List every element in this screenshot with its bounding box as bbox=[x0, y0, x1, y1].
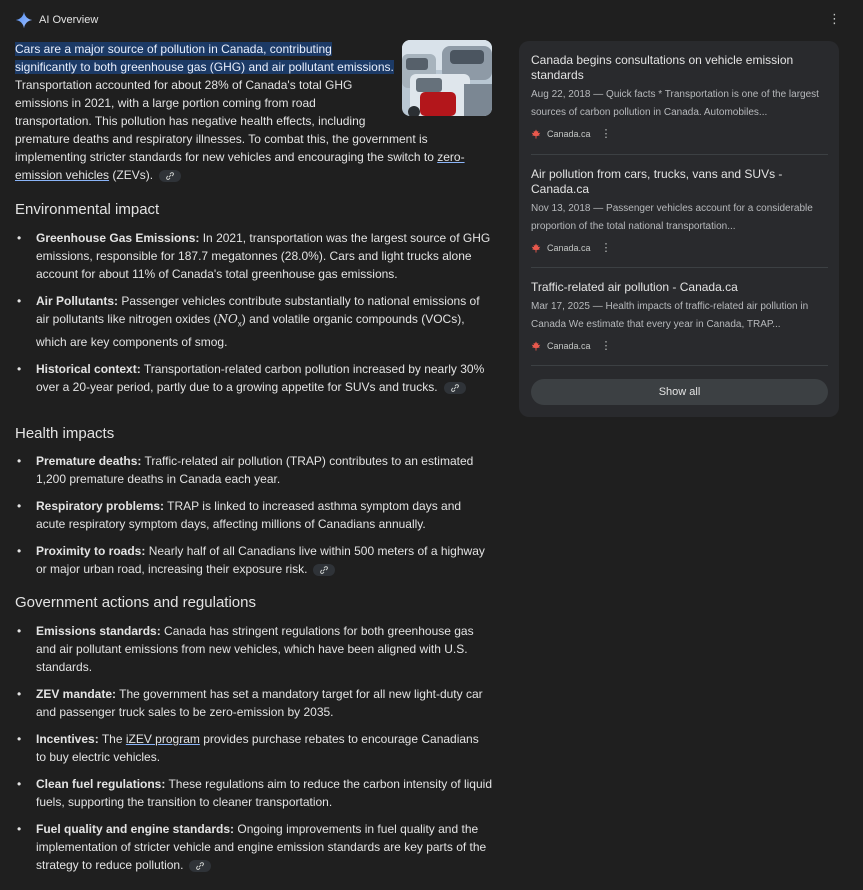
canada-maple-leaf-icon bbox=[531, 243, 541, 253]
source-footer bbox=[531, 127, 828, 140]
source-site: Canada.ca bbox=[547, 242, 591, 253]
citation-link-icon[interactable] bbox=[159, 170, 181, 182]
environmental-list bbox=[15, 229, 492, 405]
izev-program-link[interactable]: iZEV program bbox=[125, 732, 200, 746]
header-title: AI Overview bbox=[39, 14, 99, 26]
source-footer bbox=[531, 339, 828, 352]
citation-link-icon[interactable] bbox=[189, 860, 211, 872]
cars-thumbnail[interactable] bbox=[402, 40, 492, 116]
source-card[interactable] bbox=[531, 53, 828, 140]
ai-overview-header bbox=[15, 10, 98, 30]
highlighted-sentence: Cars are a major source of pollution in Canada, contributing significantly to both greenhouse gas (GHG) and air pollutant emissions. bbox=[15, 42, 394, 74]
sources-panel bbox=[519, 41, 839, 417]
source-title[interactable]: Traffic-related air pollution - Canada.ca bbox=[531, 280, 738, 294]
source-more-icon[interactable]: ⋮ bbox=[600, 340, 612, 352]
list-item: • Fuel quality and engine standards: Ongoing improvements in fuel quality and the implementation of stricter vehicle and engine emission standards are key parts of the strategy to reduce pollution. bbox=[15, 820, 492, 874]
show-all-button[interactable]: Show all bbox=[531, 379, 828, 405]
citation-link-icon[interactable] bbox=[313, 564, 335, 576]
list-item: • Air Pollutants: Passenger vehicles contribute substantially to national emissions of air pollutants like nitrogen oxides $(NO_x)$ and volatile organic compounds (VOCs), which are key components of smog. bbox=[15, 292, 492, 351]
source-snippet: Mar 17, 2025 — Health impacts of traffic-related air pollution in Canada We estimate that every year in Canada, TRAP... bbox=[531, 301, 809, 330]
source-site: Canada.ca bbox=[547, 340, 591, 351]
intro-tail: (ZEVs). bbox=[109, 168, 154, 182]
source-card[interactable] bbox=[531, 167, 828, 254]
list-item: • Historical context: Transportation-related carbon pollution increased by nearly 30% over a 20-year period, partly due to a growing appetite for SUVs and trucks. bbox=[15, 360, 492, 396]
health-list bbox=[15, 452, 492, 587]
canada-maple-leaf-icon bbox=[531, 129, 541, 139]
section-heading-government: Government actions and regulations bbox=[15, 594, 256, 611]
source-site: Canada.ca bbox=[547, 128, 591, 139]
list-item: • Premature deaths: Traffic-related air pollution (TRAP) contributes to an estimated 1,200 premature deaths in Canada each year. bbox=[15, 452, 492, 488]
citation-link-icon[interactable] bbox=[444, 382, 466, 394]
source-snippet: Aug 22, 2018 — Quick facts * Transportation is one of the largest sources of carbon pollution in Canada. Automobiles... bbox=[531, 89, 819, 118]
divider bbox=[531, 267, 828, 268]
source-card[interactable] bbox=[531, 280, 828, 352]
section-heading-environmental: Environmental impact bbox=[15, 201, 160, 218]
source-title[interactable]: Canada begins consultations on vehicle emission standards bbox=[531, 53, 794, 82]
divider bbox=[531, 154, 828, 155]
gemini-sparkle-icon bbox=[15, 11, 33, 29]
list-item: • Emissions standards: Canada has stringent regulations for both greenhouse gas and air pollutant emissions from new vehicles, which have been aligned with U.S. standards. bbox=[15, 622, 492, 676]
list-item: • ZEV mandate: The government has set a mandatory target for all new light-duty car and passenger truck sales to be zero-emission by 2035. bbox=[15, 685, 492, 721]
source-title[interactable]: Air pollution from cars, trucks, vans and SUVs - Canada.ca bbox=[531, 167, 783, 196]
canada-maple-leaf-icon bbox=[531, 341, 541, 351]
section-heading-health: Health impacts bbox=[15, 425, 115, 442]
source-footer bbox=[531, 241, 828, 254]
zev-link[interactable]: zero-emission vehicles bbox=[15, 150, 465, 182]
list-item: • Greenhouse Gas Emissions: In 2021, transportation was the largest source of GHG emissions, responsible for 187.7 megatonnes (28.0%). Cars and light trucks alone account for about 11% of Canada's total greenhouse gas emissions. bbox=[15, 229, 492, 283]
overview-main bbox=[15, 40, 492, 184]
list-item: • Proximity to roads: Nearly half of all Canadians live within 500 meters of a highway or major urban road, increasing their exposure risk. bbox=[15, 542, 492, 578]
divider bbox=[531, 365, 828, 366]
source-snippet: Nov 13, 2018 — Passenger vehicles account for a considerable proportion of the total national transportation... bbox=[531, 203, 813, 232]
intro-body: Transportation accounted for about 28% of Canada's total GHG emissions in 2021, with a large portion coming from road transportation. This pollution has negative health effects, including premature deaths and respiratory illnesses. To combat this, the government is implementing stricter standards for new vehicles and encouraging the switch to bbox=[15, 78, 438, 164]
list-item: • Clean fuel regulations: These regulations aim to reduce the carbon intensity of liquid fuels, supporting the transition to cleaner transportation. bbox=[15, 775, 492, 811]
source-more-icon[interactable]: ⋮ bbox=[600, 128, 612, 140]
more-options-icon[interactable]: ⋮ bbox=[828, 11, 841, 26]
list-item: • Incentives: The iZEV program provides purchase rebates to encourage Canadians to buy electric vehicles. bbox=[15, 730, 492, 766]
government-list bbox=[15, 622, 492, 883]
list-item: • Respiratory problems: TRAP is linked to increased asthma symptom days and acute respiratory symptom days, affecting millions of Canadians annually. bbox=[15, 497, 492, 533]
source-more-icon[interactable]: ⋮ bbox=[600, 242, 612, 254]
